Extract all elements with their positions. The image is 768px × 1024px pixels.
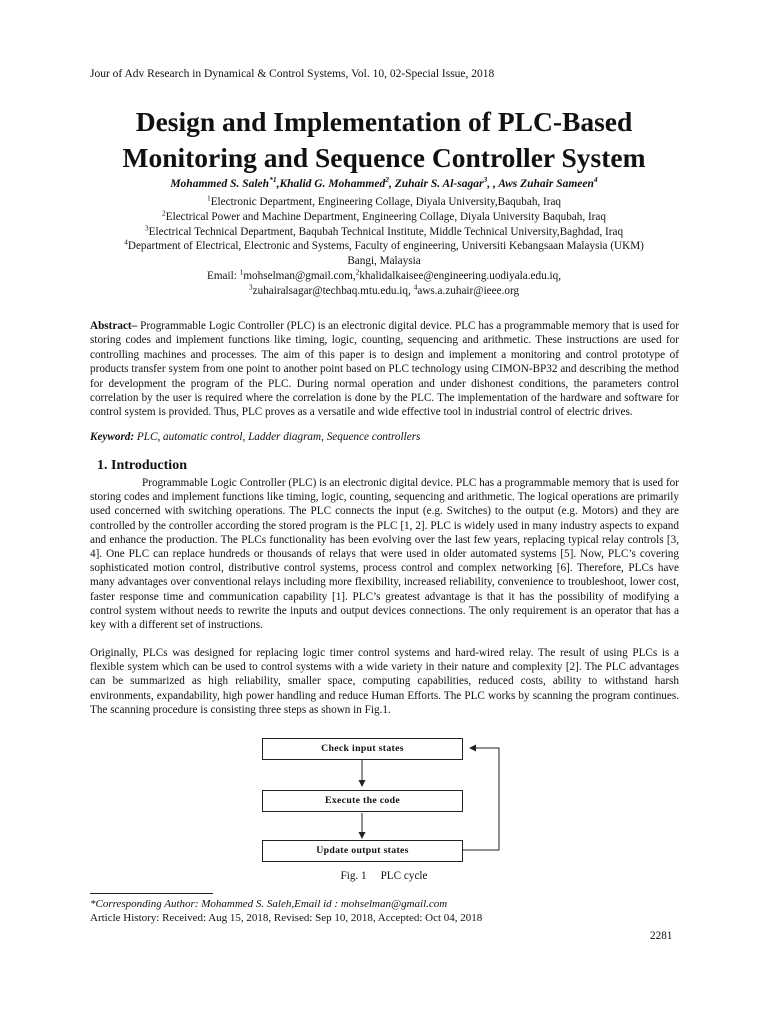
paper-title xyxy=(60,104,708,176)
email-1-sup: 1 xyxy=(239,267,244,277)
intro-paragraph-2: Originally, PLCs was designed for replacing logic timer control systems and hard-wired relay. The result of using PLCs is a flexible system which can be used to control systems with a wide variety in their nature and complexity [2]. The PLC advantages can be summarized as high reliability, smaller space, computing capabilities, reduced costs, ability to withstand harsh environments, expandability, high power handling and reduce Human Efforts. The PLC works by scanning the program continues. The scanning procedure is consisting three steps as shown in Fig.1. xyxy=(90,647,679,716)
author-1: Mohammed S. Saleh xyxy=(170,178,270,190)
author-list xyxy=(60,175,708,190)
arrow-loop-back xyxy=(463,748,499,850)
email-line-1 xyxy=(60,269,708,284)
author-2-sup: 2 xyxy=(385,175,389,185)
author-3-sup: 3 xyxy=(483,175,488,185)
affiliation-4-location: Bangi, Malaysia xyxy=(347,255,421,268)
email-2: khalidalkaisee@engineering.uodiyala.edu.iq, xyxy=(359,269,561,282)
affiliation-3-text: Electrical Technical Department, Baqubah Technical Institute, Middle Technical University,Baghdad, Iraq xyxy=(148,225,624,238)
affiliation-1-text: Electronic Department, Engineering Collage, Diyala University,Baqubah, Iraq xyxy=(210,196,562,208)
journal-header: Jour of Adv Research in Dynamical & Control Systems, Vol. 10, 02-Special Issue, 2018 xyxy=(90,68,495,80)
article-history: Article History: Received: Aug 15, 2018, Revised: Sep 10, 2018, Accepted: Oct 04, 2018 xyxy=(90,912,483,924)
title-line-1: Design and Implementation of PLC-Based xyxy=(135,106,633,137)
author-1-sup: *1 xyxy=(269,175,277,185)
affiliation-4-text: Department of Electrical, Electronic and Systems, Faculty of engineering, Universiti Kebangsaan Malaysia (UKM) xyxy=(127,240,644,253)
email-2-sup: 2 xyxy=(355,267,360,277)
email-4-sup: 4 xyxy=(413,282,418,292)
affiliation-4 xyxy=(60,239,708,254)
affiliation-2 xyxy=(60,210,708,225)
corresponding-author: *Corresponding Author: Mohammed S. Saleh,Email id : mohselman@gmail.com xyxy=(90,898,448,910)
keywords-label: Keyword: xyxy=(90,431,135,443)
box-check-input-states: Check input states xyxy=(262,738,463,760)
affiliation-3-sup: 3 xyxy=(144,222,149,232)
affiliation-2-text: Electrical Power and Machine Department, Engineering Collage, Diyala University Baqubah, Iraq xyxy=(165,210,606,223)
affiliation-3 xyxy=(60,222,708,240)
section-heading-introduction: 1. Introduction xyxy=(97,458,187,473)
title-line-2: Monitoring and Sequence Controller System xyxy=(122,142,646,173)
abstract-text: Programmable Logic Controller (PLC) is an electronic digital device. PLC has a programmable memory that is used for storing codes and implement functions like timing, logic, counting, sequencing and arithmetic. These instructions are used for controlling machines and processes. The aim of this paper is to design and implement a monitoring and control prototype of products transfer system from one point to another point based on PLC technology using CIMON-BP32 and describing the method for development the program of the PLC. During normal operation and under dishonest conditions, the parameters control correlation by the user is required where the correlation is done by the PLC. The implementation of the hardware and software for control system is provided. Thus, PLC proves as a versatile and wide effective tool in industrial control of electric drives. xyxy=(90,320,679,419)
footnote xyxy=(90,897,482,925)
figure-caption: Fig. 1 PLC cycle xyxy=(340,870,428,882)
footnote-divider xyxy=(90,893,213,894)
affiliation-4-sup: 4 xyxy=(124,237,128,247)
affiliation-2-sup: 2 xyxy=(162,208,166,218)
author-2: ,Khalid G. Mohammed xyxy=(276,178,386,190)
email-line-2 xyxy=(60,284,708,299)
plc-cycle-diagram xyxy=(262,736,502,864)
author-4: , , Aws Zuhair Sameen xyxy=(487,178,594,190)
affiliations xyxy=(60,195,708,299)
abstract xyxy=(90,319,679,420)
affiliation-1-sup: 1 xyxy=(206,193,211,203)
email-3-sup: 3 xyxy=(248,282,253,292)
author-4-sup: 4 xyxy=(593,175,598,185)
keywords xyxy=(90,431,679,443)
box-execute-the-code: Execute the code xyxy=(262,790,463,812)
email-label: Email: xyxy=(206,269,240,282)
abstract-label: Abstract– xyxy=(90,320,138,332)
affiliation-1 xyxy=(60,195,708,210)
email-4: aws.a.zuhair@ieee.org xyxy=(417,284,520,297)
email-3: zuhairalsagar@techbaq.mtu.edu.iq, xyxy=(252,284,414,297)
box-update-output-states: Update output states xyxy=(262,840,463,862)
email-1: mohselman@gmail.com, xyxy=(243,269,356,282)
author-3: , Zuhair S. Al-sagar xyxy=(388,178,484,190)
intro-paragraph-1: Programmable Logic Controller (PLC) is an electronic digital device. PLC has a programmable memory that is used for storing codes and implement functions like timing, logic, counting, sequencing and arithmetic. The logical operations are primarily used concerned with switching operations. The PLC connects the input (e.g. Switches) to the output (e.g. Motors) and they are controlled by the controller according the stored program is the PLC [1, 2]. PLC is widely used in many industry aspects to expand and enhance the production. The PLCs functionality has been evolving over the last few years, replacing typical relay controls [3, 4]. One PLC can replace hundreds or thousands of relays that were used in older automated systems [5]. Now, PLC’s covering sophisticated motion control, distributive control systems, process control and complex networking [6]. Therefore, PLCs have many advantages over conventional relays including more flexibility, increased reliability, convenience to troubleshoot, lower cost, faster response time and communication capability [1]. PLC’s greatest advantage is that it has the possibility of modifying a control system without needs to rewrite the inputs and output devices connections. The only requirement is an operator that has a key with a different set of instructions. xyxy=(90,477,679,632)
page-number: 2281 xyxy=(650,930,673,942)
keywords-text: PLC, automatic control, Ladder diagram, Sequence controllers xyxy=(134,431,421,443)
